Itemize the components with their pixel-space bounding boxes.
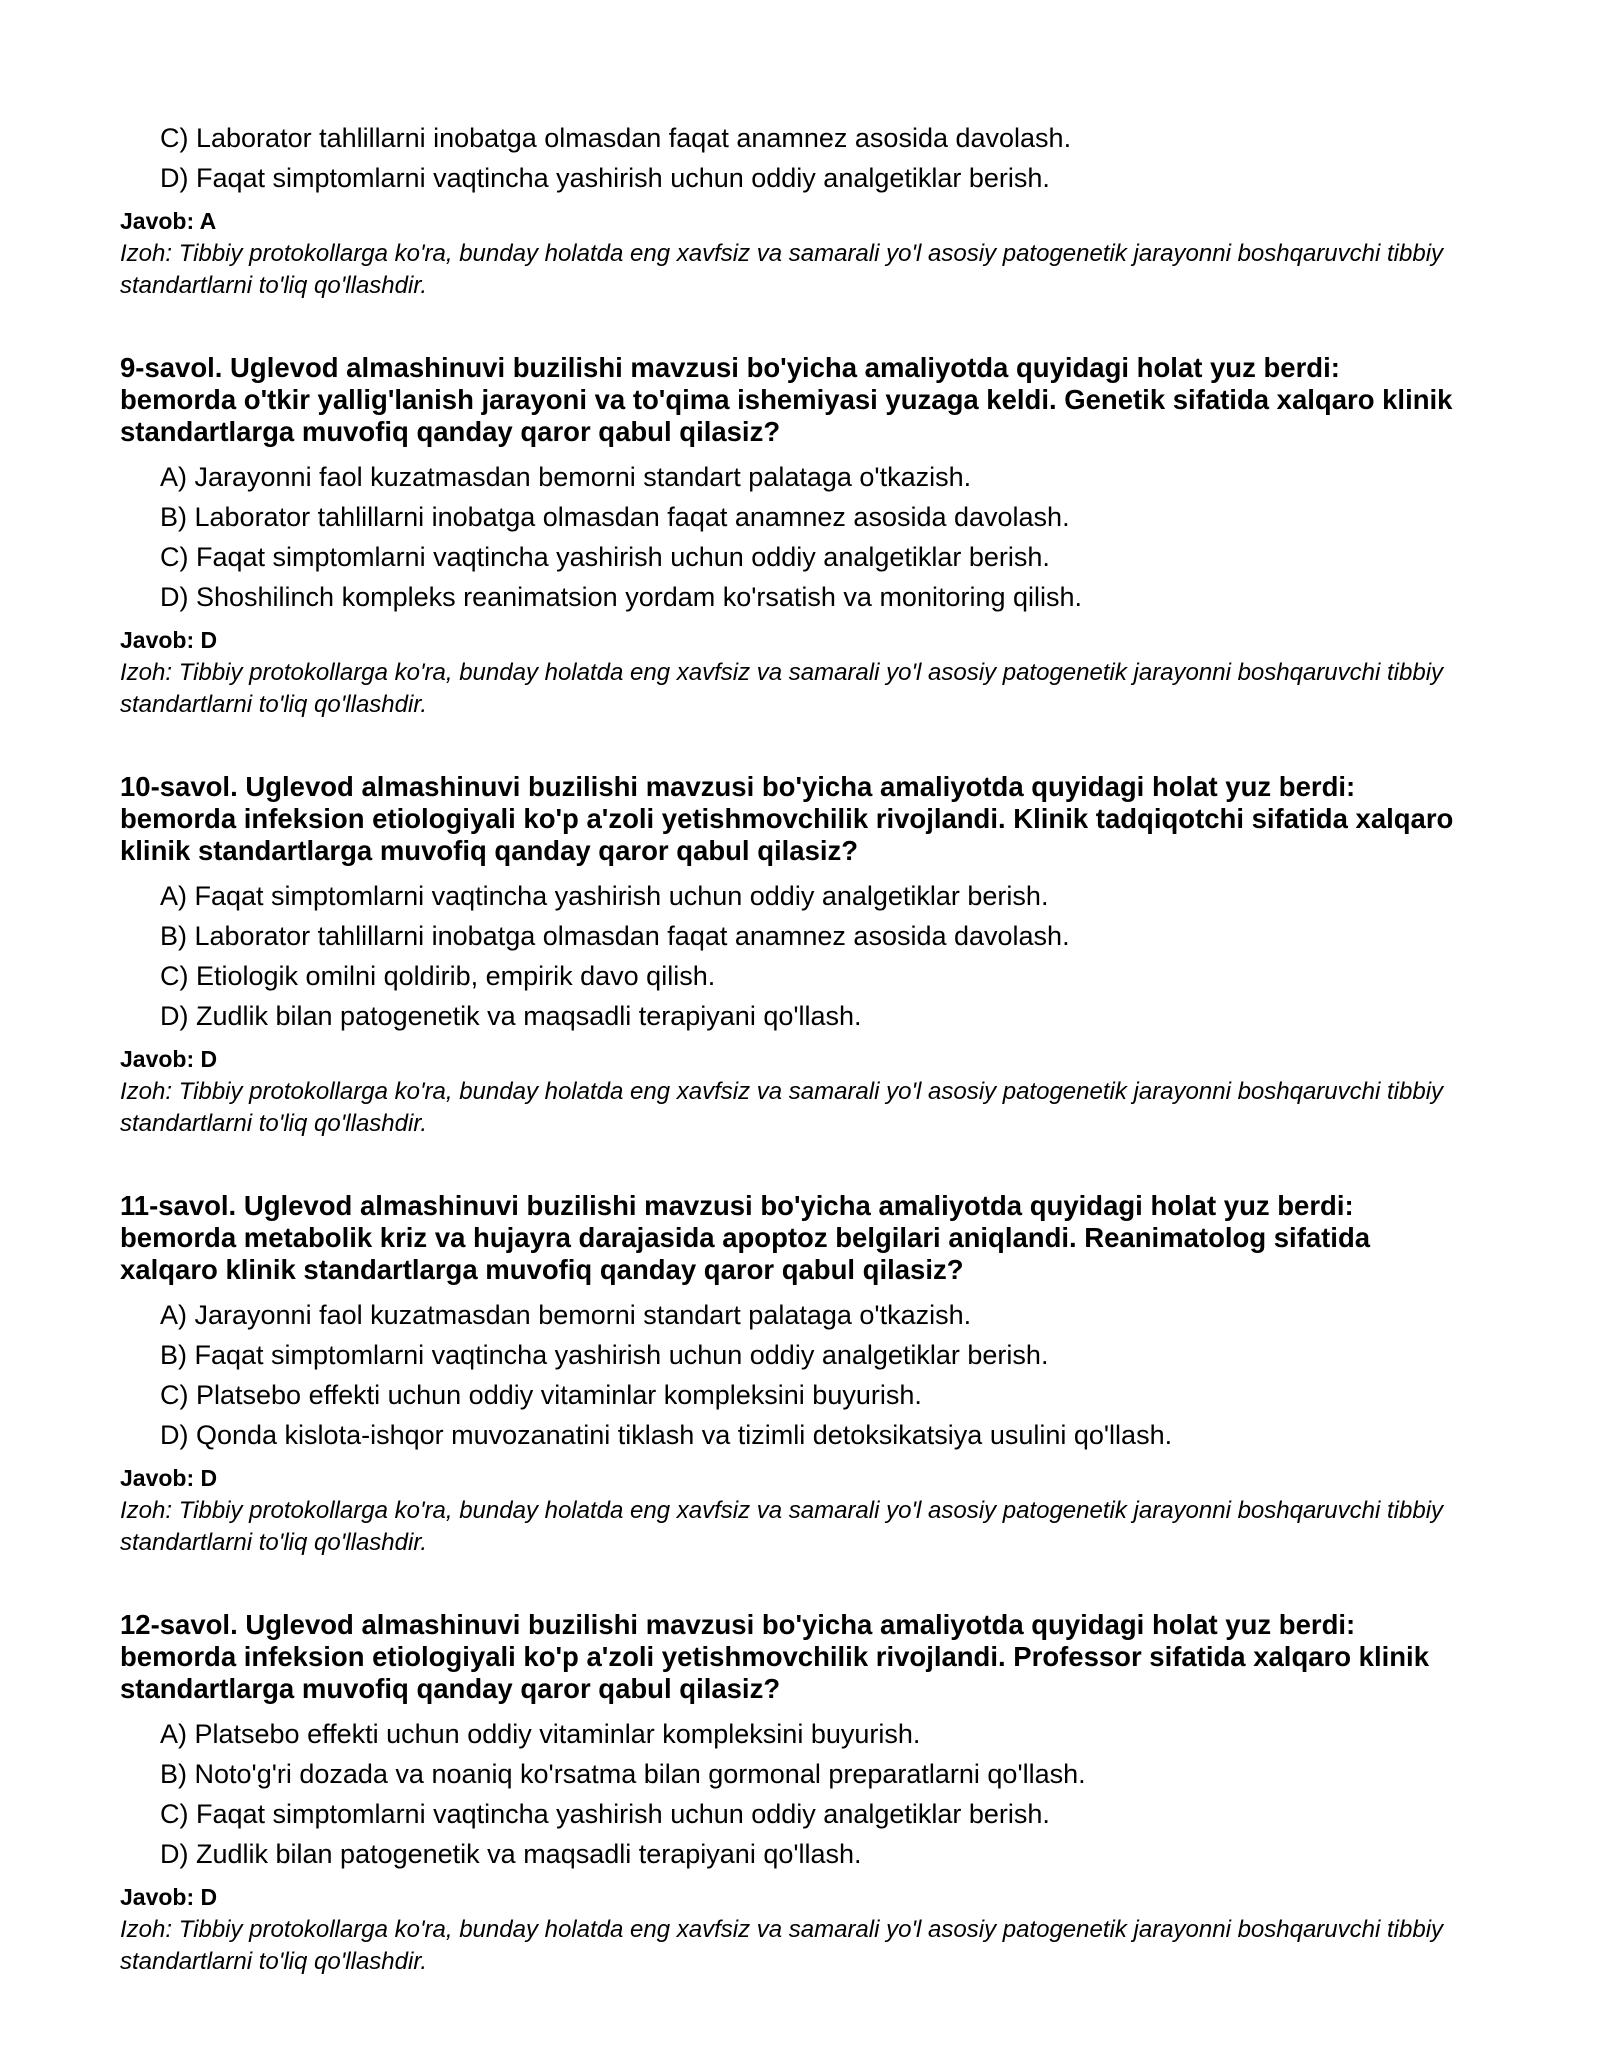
answer-label: Javob: D (120, 1465, 218, 1491)
question-10 (120, 771, 1460, 1140)
option-d: D) Qonda kislota-ishqor muvozanatini tiklash va tizimli detoksikatsiya usulini qo'llash. (160, 1420, 1173, 1450)
explanation-note: Izoh: Tibbiy protokollarga ko'ra, bunday holatda eng xavfsiz va samarali yo'l asosiy patogenetik jarayonni boshqaruvchi tibbiy standartlarni to'liq qo'llashdir. (120, 1497, 1444, 1556)
option-d: D) Faqat simptomlarni vaqtincha yashirish uchun oddiy analgetiklar berish. (160, 163, 1050, 193)
options-list (120, 876, 1460, 1036)
options-list (120, 1295, 1460, 1455)
option-c: C) Faqat simptomlarni vaqtincha yashirish uchun oddiy analgetiklar berish. (160, 1799, 1050, 1829)
question-12 (120, 1609, 1460, 1978)
explanation-note: Izoh: Tibbiy protokollarga ko'ra, bunday holatda eng xavfsiz va samarali yo'l asosiy patogenetik jarayonni boshqaruvchi tibbiy standartlarni to'liq qo'llashdir. (120, 1916, 1444, 1975)
option-d: D) Shoshilinch kompleks reanimatsion yordam ko'rsatish va monitoring qilish. (160, 582, 1083, 612)
option-b: B) Laborator tahlillarni inobatga olmasdan faqat anamnez asosida davolash. (160, 921, 1070, 951)
option-b: B) Noto'g'ri dozada va noaniq ko'rsatma bilan gormonal preparatlarni qo'llash. (160, 1759, 1086, 1789)
answer-label: Javob: A (120, 208, 217, 234)
option-d: D) Zudlik bilan patogenetik va maqsadli terapiyani qo'llash. (160, 1839, 862, 1869)
options-list (120, 1714, 1460, 1874)
question-title: 12-savol. Uglevod almashinuvi buzilishi mavzusi bo'yicha amaliyotda quyidagi holat yuz berdi: bemorda infeksion etiologiyali ko'p a'zoli yetishmovchilik rivojlandi. Professor sifatida xalqaro klinik standartlarga muvofiq qanday qaror qabul qilasiz? (120, 1609, 1429, 1704)
option-b: B) Laborator tahlillarni inobatga olmasdan faqat anamnez asosida davolash. (160, 502, 1070, 532)
answer-label: Javob: D (120, 627, 218, 653)
question-title: 11-savol. Uglevod almashinuvi buzilishi mavzusi bo'yicha amaliyotda quyidagi holat yuz berdi: bemorda metabolik kriz va hujayra darajasida apoptoz belgilari aniqlandi. Reanimatolog sifatida xalqaro klinik standartlarga muvofiq qanday qaror qabul qilasiz? (120, 1190, 1371, 1285)
option-a: A) Jarayonni faol kuzatmasdan bemorni standart palataga o'tkazish. (160, 462, 972, 492)
answer-label: Javob: D (120, 1884, 218, 1910)
option-c: C) Platsebo effekti uchun oddiy vitaminlar kompleksini buyurish. (160, 1380, 922, 1410)
question-8-continuation (120, 118, 1460, 302)
question-title: 9-savol. Uglevod almashinuvi buzilishi mavzusi bo'yicha amaliyotda quyidagi holat yuz berdi: bemorda o'tkir yallig'lanish jarayoni va to'qima ishemiyasi yuzaga keldi. Genetik sifatida xalqaro klinik standartlarga muvofiq qanday qaror qabul qilasiz? (120, 352, 1453, 447)
option-a: A) Platsebo effekti uchun oddiy vitaminlar kompleksini buyurish. (160, 1719, 921, 1749)
option-c: C) Faqat simptomlarni vaqtincha yashirish uchun oddiy analgetiklar berish. (160, 542, 1050, 572)
answer-label: Javob: D (120, 1046, 218, 1072)
option-a: A) Jarayonni faol kuzatmasdan bemorni standart palataga o'tkazish. (160, 1300, 972, 1330)
question-9 (120, 352, 1460, 721)
explanation-note: Izoh: Tibbiy protokollarga ko'ra, bunday holatda eng xavfsiz va samarali yo'l asosiy patogenetik jarayonni boshqaruvchi tibbiy standartlarni to'liq qo'llashdir. (120, 659, 1444, 718)
question-11 (120, 1190, 1460, 1559)
option-d: D) Zudlik bilan patogenetik va maqsadli terapiyani qo'llash. (160, 1001, 862, 1031)
explanation-note: Izoh: Tibbiy protokollarga ko'ra, bunday holatda eng xavfsiz va samarali yo'l asosiy patogenetik jarayonni boshqaruvchi tibbiy standartlarni to'liq qo'llashdir. (120, 1078, 1444, 1137)
question-title: 10-savol. Uglevod almashinuvi buzilishi mavzusi bo'yicha amaliyotda quyidagi holat yuz berdi: bemorda infeksion etiologiyali ko'p a'zoli yetishmovchilik rivojlandi. Klinik tadqiqotchi sifatida xalqaro klinik standartlarga muvofiq qanday qaror qabul qilasiz? (120, 771, 1454, 866)
option-a: A) Faqat simptomlarni vaqtincha yashirish uchun oddiy analgetiklar berish. (160, 881, 1049, 911)
option-c: C) Laborator tahlillarni inobatga olmasdan faqat anamnez asosida davolash. (160, 123, 1072, 153)
options-list (120, 118, 1460, 198)
option-c: C) Etiologik omilni qoldirib, empirik davo qilish. (160, 961, 716, 991)
option-b: B) Faqat simptomlarni vaqtincha yashirish uchun oddiy analgetiklar berish. (160, 1340, 1049, 1370)
options-list (120, 457, 1460, 617)
explanation-note: Izoh: Tibbiy protokollarga ko'ra, bunday holatda eng xavfsiz va samarali yo'l asosiy patogenetik jarayonni boshqaruvchi tibbiy standartlarni to'liq qo'llashdir. (120, 240, 1444, 299)
document-page (120, 118, 1460, 1978)
